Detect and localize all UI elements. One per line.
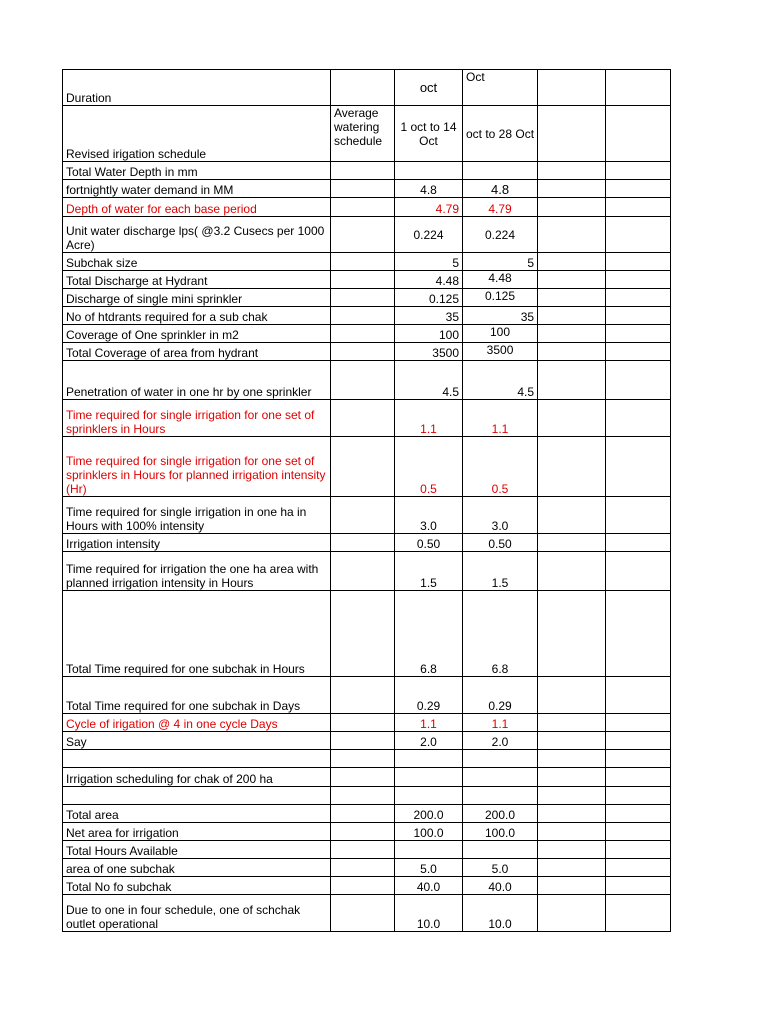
table-cell: 4.79 bbox=[463, 198, 538, 217]
table-cell bbox=[331, 823, 395, 841]
table-cell: 4.48 bbox=[463, 271, 538, 289]
table-row bbox=[63, 497, 671, 534]
table-cell bbox=[538, 437, 606, 497]
table-cell: 6.8 bbox=[463, 591, 538, 677]
table-cell: 1.5 bbox=[395, 552, 463, 591]
row-label-cell: Penetration of water in one hr by one sprinkler bbox=[63, 361, 331, 400]
table-cell bbox=[331, 307, 395, 325]
table-cell bbox=[606, 859, 671, 877]
table-cell bbox=[538, 325, 606, 343]
table-row bbox=[63, 552, 671, 591]
table-cell: oct bbox=[395, 70, 463, 106]
table-cell bbox=[538, 361, 606, 400]
table-cell bbox=[331, 805, 395, 823]
row-label-cell: Total area bbox=[63, 805, 331, 823]
table-row bbox=[63, 253, 671, 271]
table-cell bbox=[538, 787, 606, 805]
table-cell: 3500 bbox=[395, 343, 463, 361]
table-body bbox=[63, 70, 671, 932]
table-cell: 0.224 bbox=[463, 217, 538, 253]
table-cell bbox=[331, 895, 395, 932]
table-row bbox=[63, 805, 671, 823]
table-cell bbox=[606, 591, 671, 677]
table-cell bbox=[538, 400, 606, 437]
row-label-cell: area of one subchak bbox=[63, 859, 331, 877]
table-cell bbox=[331, 271, 395, 289]
table-row bbox=[63, 162, 671, 180]
table-cell: 0.29 bbox=[463, 677, 538, 714]
table-cell bbox=[395, 787, 463, 805]
row-label-cell: Net area for irrigation bbox=[63, 823, 331, 841]
table-cell bbox=[331, 361, 395, 400]
table-cell bbox=[606, 289, 671, 307]
table-cell bbox=[538, 106, 606, 162]
table-row bbox=[63, 307, 671, 325]
table-cell: 2.0 bbox=[463, 732, 538, 750]
table-cell bbox=[538, 289, 606, 307]
table-cell bbox=[538, 534, 606, 552]
table-cell: 5 bbox=[395, 253, 463, 271]
table-cell bbox=[463, 768, 538, 787]
table-cell bbox=[463, 841, 538, 859]
table-cell bbox=[538, 732, 606, 750]
table-cell bbox=[606, 714, 671, 732]
row-label-cell: No of htdrants required for a sub chak bbox=[63, 307, 331, 325]
table-row bbox=[63, 400, 671, 437]
table-row bbox=[63, 534, 671, 552]
row-label-cell: Total Water Depth in mm bbox=[63, 162, 331, 180]
irrigation-schedule-table bbox=[62, 69, 671, 932]
table-row bbox=[63, 732, 671, 750]
table-cell bbox=[538, 750, 606, 768]
table-cell: 100.0 bbox=[395, 823, 463, 841]
table-cell: 4.48 bbox=[395, 271, 463, 289]
table-cell bbox=[331, 841, 395, 859]
table-cell bbox=[606, 552, 671, 591]
table-cell: 0.125 bbox=[395, 289, 463, 307]
table-cell bbox=[331, 70, 395, 106]
row-label-cell: Irrigation intensity bbox=[63, 534, 331, 552]
row-label-cell: Time required for single irrigation for one set of sprinklers in Hours bbox=[63, 400, 331, 437]
table-cell bbox=[395, 162, 463, 180]
row-label-cell: fortnightly water demand in MM bbox=[63, 180, 331, 198]
table-cell bbox=[606, 677, 671, 714]
table-cell bbox=[606, 253, 671, 271]
table-cell bbox=[331, 859, 395, 877]
table-cell: 4.5 bbox=[395, 361, 463, 400]
row-label-cell: Depth of water for each base period bbox=[63, 198, 331, 217]
table-cell bbox=[606, 70, 671, 106]
table-row bbox=[63, 271, 671, 289]
table-row bbox=[63, 325, 671, 343]
table-cell bbox=[395, 768, 463, 787]
table-cell bbox=[606, 497, 671, 534]
table-cell bbox=[331, 343, 395, 361]
table-cell bbox=[395, 841, 463, 859]
table-cell bbox=[606, 750, 671, 768]
table-cell bbox=[538, 180, 606, 198]
table-cell: 100 bbox=[395, 325, 463, 343]
table-cell bbox=[606, 343, 671, 361]
table-cell bbox=[606, 841, 671, 859]
table-cell bbox=[538, 805, 606, 823]
table-cell: 6.8 bbox=[395, 591, 463, 677]
table-cell bbox=[606, 768, 671, 787]
table-cell: 0.29 bbox=[395, 677, 463, 714]
table-cell bbox=[331, 217, 395, 253]
table-cell: 1.1 bbox=[395, 400, 463, 437]
table-cell bbox=[538, 253, 606, 271]
table-cell bbox=[606, 307, 671, 325]
table-cell: 4.8 bbox=[395, 180, 463, 198]
row-label-cell: Coverage of One sprinkler in m2 bbox=[63, 325, 331, 343]
table-cell bbox=[331, 198, 395, 217]
table-cell bbox=[395, 750, 463, 768]
table-cell: 0.224 bbox=[395, 217, 463, 253]
table-row bbox=[63, 841, 671, 859]
table-cell: 4.5 bbox=[463, 361, 538, 400]
row-label-cell: Duration bbox=[63, 70, 331, 106]
table-cell: 100 bbox=[463, 325, 538, 343]
table-cell bbox=[606, 162, 671, 180]
table-cell bbox=[331, 732, 395, 750]
table-cell bbox=[538, 591, 606, 677]
table-cell: 2.0 bbox=[395, 732, 463, 750]
row-label-cell: Say bbox=[63, 732, 331, 750]
row-label-cell: Irrigation scheduling for chak of 200 ha bbox=[63, 768, 331, 787]
table-cell bbox=[331, 714, 395, 732]
table-row bbox=[63, 217, 671, 253]
table-cell: 1.1 bbox=[463, 714, 538, 732]
table-cell: 0.50 bbox=[395, 534, 463, 552]
table-cell bbox=[331, 768, 395, 787]
table-cell bbox=[606, 895, 671, 932]
row-label-cell: Due to one in four schedule, one of schchak outlet operational bbox=[63, 895, 331, 932]
table-cell: 1.5 bbox=[463, 552, 538, 591]
table-cell bbox=[331, 677, 395, 714]
row-label-cell: Total Time required for one subchak in Days bbox=[63, 677, 331, 714]
table-cell bbox=[538, 497, 606, 534]
table-cell bbox=[606, 271, 671, 289]
table-cell bbox=[606, 180, 671, 198]
table-cell bbox=[606, 732, 671, 750]
table-cell bbox=[606, 437, 671, 497]
table-cell: 35 bbox=[463, 307, 538, 325]
table-cell bbox=[538, 217, 606, 253]
row-label-cell: Discharge of single mini sprinkler bbox=[63, 289, 331, 307]
table-cell bbox=[331, 325, 395, 343]
row-label-cell: Time required for irrigation the one ha area with planned irrigation intensity in Hours bbox=[63, 552, 331, 591]
table-cell: 4.79 bbox=[395, 198, 463, 217]
table-cell: Oct bbox=[463, 70, 538, 106]
table-row bbox=[63, 106, 671, 162]
table-cell bbox=[463, 750, 538, 768]
table-cell: 1.1 bbox=[463, 400, 538, 437]
table-cell: 200.0 bbox=[463, 805, 538, 823]
table-cell: 0.5 bbox=[463, 437, 538, 497]
table-row bbox=[63, 343, 671, 361]
table-cell: 10.0 bbox=[395, 895, 463, 932]
row-label-cell: Total Hours Available bbox=[63, 841, 331, 859]
table-row bbox=[63, 198, 671, 217]
table-cell: 5 bbox=[463, 253, 538, 271]
table-cell bbox=[538, 841, 606, 859]
table-cell bbox=[538, 552, 606, 591]
table-row bbox=[63, 70, 671, 106]
table-cell: Average watering schedule bbox=[331, 106, 395, 162]
table-cell: 4.8 bbox=[463, 180, 538, 198]
table-cell bbox=[538, 877, 606, 895]
table-cell bbox=[538, 677, 606, 714]
table-cell bbox=[606, 325, 671, 343]
row-label-cell: Time required for single irrigation for one set of sprinklers in Hours for planned irrigation intensity (Hr) bbox=[63, 437, 331, 497]
row-label-cell: Total Discharge at Hydrant bbox=[63, 271, 331, 289]
table-cell bbox=[606, 361, 671, 400]
table-row bbox=[63, 859, 671, 877]
table-cell bbox=[606, 805, 671, 823]
row-label-cell: Revised irigation schedule bbox=[63, 106, 331, 162]
table-cell: 100.0 bbox=[463, 823, 538, 841]
table-cell bbox=[538, 895, 606, 932]
table-cell bbox=[331, 534, 395, 552]
table-cell bbox=[538, 714, 606, 732]
table-cell bbox=[606, 217, 671, 253]
table-row bbox=[63, 361, 671, 400]
table-cell: 3500 bbox=[463, 343, 538, 361]
table-cell bbox=[538, 859, 606, 877]
table-row bbox=[63, 877, 671, 895]
table-cell: 200.0 bbox=[395, 805, 463, 823]
table-cell bbox=[463, 787, 538, 805]
table-row bbox=[63, 823, 671, 841]
table-cell bbox=[331, 437, 395, 497]
table-cell bbox=[463, 162, 538, 180]
table-cell bbox=[331, 253, 395, 271]
table-cell bbox=[538, 198, 606, 217]
table-cell: 0.5 bbox=[395, 437, 463, 497]
table-row bbox=[63, 437, 671, 497]
table-cell bbox=[538, 307, 606, 325]
table-cell bbox=[606, 877, 671, 895]
table-cell bbox=[331, 180, 395, 198]
table-cell: oct to 28 Oct bbox=[463, 106, 538, 162]
table-row bbox=[63, 895, 671, 932]
table-row bbox=[63, 677, 671, 714]
table-cell bbox=[331, 787, 395, 805]
table-cell: 3.0 bbox=[463, 497, 538, 534]
table-cell bbox=[331, 289, 395, 307]
table-cell: 10.0 bbox=[463, 895, 538, 932]
table-cell: 1.1 bbox=[395, 714, 463, 732]
table-cell bbox=[538, 768, 606, 787]
table-cell bbox=[331, 497, 395, 534]
table-cell bbox=[606, 198, 671, 217]
table-row bbox=[63, 750, 671, 768]
table-cell: 5.0 bbox=[463, 859, 538, 877]
table-row bbox=[63, 768, 671, 787]
table-cell: 1 oct to 14 Oct bbox=[395, 106, 463, 162]
table-cell bbox=[606, 400, 671, 437]
table-row bbox=[63, 787, 671, 805]
row-label-cell: Total Coverage of area from hydrant bbox=[63, 343, 331, 361]
table-cell bbox=[331, 750, 395, 768]
table-cell: 35 bbox=[395, 307, 463, 325]
table-cell bbox=[331, 552, 395, 591]
row-label-cell: Subchak size bbox=[63, 253, 331, 271]
table-cell: 40.0 bbox=[395, 877, 463, 895]
table-cell bbox=[331, 162, 395, 180]
table-cell: 0.125 bbox=[463, 289, 538, 307]
row-label-cell: Total Time required for one subchak in Hours bbox=[63, 591, 331, 677]
table-cell bbox=[606, 534, 671, 552]
table-row bbox=[63, 180, 671, 198]
table-cell: 3.0 bbox=[395, 497, 463, 534]
table-cell: 40.0 bbox=[463, 877, 538, 895]
row-label-cell bbox=[63, 787, 331, 805]
row-label-cell bbox=[63, 750, 331, 768]
table-row bbox=[63, 289, 671, 307]
table-row bbox=[63, 714, 671, 732]
table-cell: 5.0 bbox=[395, 859, 463, 877]
table-row bbox=[63, 591, 671, 677]
table-cell bbox=[538, 823, 606, 841]
table-cell bbox=[538, 271, 606, 289]
table-cell bbox=[331, 877, 395, 895]
table-cell bbox=[606, 823, 671, 841]
row-label-cell: Time required for single irrigation in one ha in Hours with 100% intensity bbox=[63, 497, 331, 534]
table-cell bbox=[538, 343, 606, 361]
row-label-cell: Cycle of irigation @ 4 in one cycle Days bbox=[63, 714, 331, 732]
table-cell bbox=[331, 400, 395, 437]
table-cell: 0.50 bbox=[463, 534, 538, 552]
table-cell bbox=[538, 162, 606, 180]
row-label-cell: Total No fo subchak bbox=[63, 877, 331, 895]
table-cell bbox=[606, 787, 671, 805]
row-label-cell: Unit water discharge lps( @3.2 Cusecs per 1000 Acre) bbox=[63, 217, 331, 253]
table-cell bbox=[606, 106, 671, 162]
table-cell bbox=[538, 70, 606, 106]
table-cell bbox=[331, 591, 395, 677]
